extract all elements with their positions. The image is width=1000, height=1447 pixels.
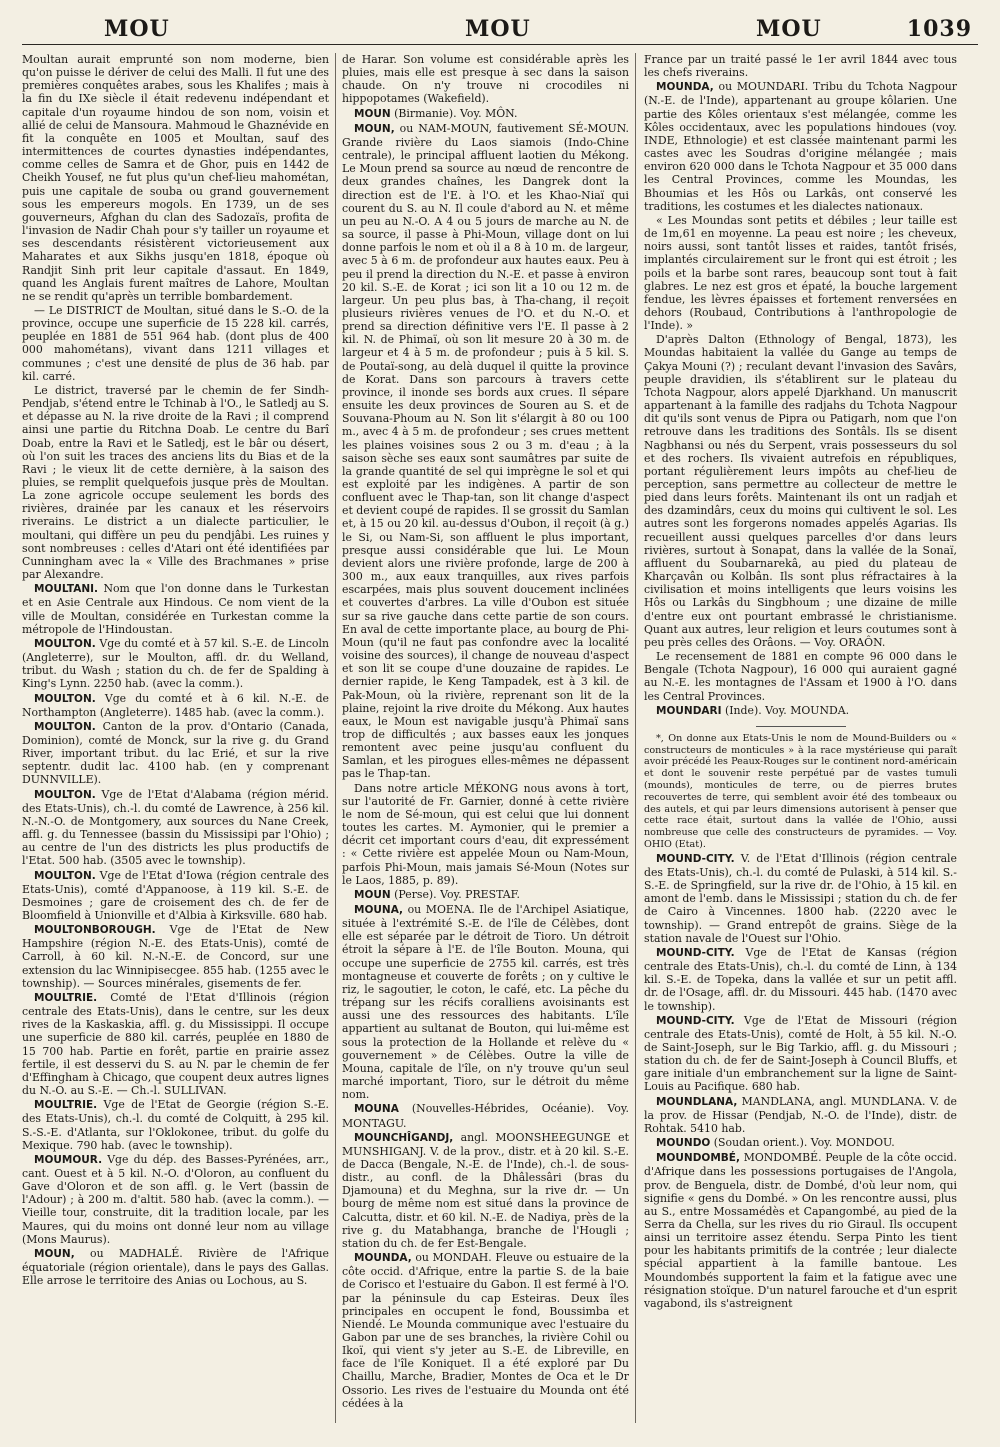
- dictionary-entry: [644, 333, 957, 649]
- entry-headword: MOULTRIE.: [34, 1099, 98, 1112]
- dictionary-entry: [22, 384, 329, 581]
- dictionary-entry: [644, 704, 957, 718]
- dictionary-entry: [22, 1098, 329, 1152]
- dictionary-entry: [644, 214, 957, 332]
- dictionary-entry: [22, 923, 329, 990]
- entry-headword: MOULTONBOROUGH.: [34, 924, 156, 937]
- dictionary-entry: [644, 650, 957, 703]
- entry-headword: MOUNDO: [656, 1137, 711, 1150]
- entry-headword: MOUN: [354, 107, 391, 120]
- dictionary-entry: [22, 720, 329, 787]
- entry-text: V. de l'Etat d'Illinois (région centrale des Etats-Unis), ch.-l. du comté de Pulaski, à 514 kil. S.-S.-E. de Springfield, sur la rive dr. de l'Ohio, à 15 kil. en amont de l'emb. dans le Mississipi ; station du ch. de fer de Cairo à Vincennes. 1800 hab. (2220 avec le township). — Grand entrepôt de grains. Siège de la station navale de l'Ouest sur l'Ohio.: [644, 851, 957, 945]
- entry-text: ou MONDAH. Fleuve ou estuaire de la côte occid. d'Afrique, entre la partie S. de la baie de Corisco et l'estuaire du Gabon. Il est fermé à l'O. par la péninsule du cap Esteiras. Deux îles principales en occupent le fond, Boussimba et Niendé. Le Mounda communique avec l'estuaire du Gabon par une de ses branches, la rivière Cohil ou Ikoï, qui vient s'y jeter au S.-E. de Libreville, en face de l'île Koniquet. Il a été exploré par Du Chaillu, Marche, Bradier, Montes de Oca et le Dr Ossorio. Les rives de l'estuaire du Mounda ont été cédées à la: [342, 1251, 629, 1410]
- entry-text: France par un traité passé le 1er avril 1844 avec tous les chefs riverains.: [644, 53, 957, 80]
- dictionary-entry: [644, 852, 957, 945]
- entry-text: (Birmanie). Voy. MÔN.: [390, 106, 518, 120]
- entry-text: de Harar. Son volume est considérable après les pluies, mais elle est presque à sec dans la saison chaude. On n'y trouve ni crocodiles ni hippopotames (Wakefield).: [342, 53, 629, 106]
- dictionary-entry: [342, 888, 629, 902]
- entry-text: MONDOMBÉ. Peuple de la côte occid. d'Afrique dans les possessions portugaises de l'Angola, prov. de Benguela, distr. de Dombé, d'où leur nom, qui signifie « gens du Dombé. » On les rencontre aussi, plus au S., entre Mossamédès et Capangombé, au pied de la Serra da Chella, sur les rives du rio Giraul. Ils occupent ainsi un territoire assez étendu. Serpa Pinto les tient pour les habitants primitifs de la contrée ; leur dialecte spécial appartient à la famille bantoue. Les Moundombés supportent la faim et la fatigue avec une résignation stoïque. D'un naturel farouche et d'un esprit vagabond, ils s'astreignent: [644, 1151, 957, 1310]
- entry-headword: MOUN: [354, 888, 391, 901]
- dictionary-entry: [644, 946, 957, 1013]
- entry-text: angl. MOONSHEEGUNGE et MUNSHIGANJ. V. de la prov., distr. et à 20 kil. S.-E. de Dacca (Bengale, N.-E. de l'Inde), ch.-l. de sous-distr., au confl. de la Dhâlessâri (bras du Djamouna) et du Meghna, sur la rive dr. — Un bourg de même nom est situé dans la province de Calcutta, distr. et 60 kil. N.-E. de Nadiya, près de la rive g. du Matabhanga, branche de l'Hougli ; station du ch. de fer Est-Bengale.: [342, 1130, 629, 1250]
- entry-text: (Perse). Voy. PRESTAF.: [390, 887, 520, 901]
- entry-headword: MOULTON.: [34, 637, 96, 650]
- entry-text: Vge de l'Etat de Georgie (région S.-E. des Etats-Unis), ch.-l. du comté de Colquitt, à 295 kil. S.-S.-E. d'Atlanta, sur l'Oklokonee, tribut. du golfe du Mexique. 790 hab. (avec le township).: [22, 1098, 329, 1152]
- entry-headword: MOUNDA,: [656, 81, 714, 94]
- entry-headword: MOUNA,: [354, 904, 403, 916]
- dictionary-entry: [342, 107, 629, 121]
- dictionary-entry: [22, 991, 329, 1097]
- entry-headword: MOULTRIE.: [34, 991, 98, 1004]
- entry-text: « Les Moundas sont petits et débiles ; leur taille est de 1m,61 en moyenne. La peau est noire ; les cheveux, noirs aussi, sont tantôt lisses et raides, tantôt frisés, implantés circulairement sur le front qui est étroit ; les poils et la barbe sont rares, beaucoup sont tout à fait glabres. Le nez est gros et épaté, la bouche largement fendue, les lèvres épaisses et fortement renversées en dehors (Roubaud, Contributions à l'anthropologie de l'Inde). »: [644, 213, 957, 333]
- entry-text: ou MADHALÉ. Rivière de l'Afrique équatoriale (région orientale), dans le pays des Gallas. Elle arrose le territoire des Anias ou Lochous, au S.: [22, 1246, 329, 1288]
- entry-text: (Nouvelles-Hébrides, Océanie). Voy. MONTAGU.: [342, 1102, 629, 1130]
- dictionary-entry: [22, 1247, 329, 1287]
- entry-headword: MOUND-CITY.: [656, 1014, 735, 1027]
- entry-headword: MOUNDLANA,: [656, 1095, 738, 1108]
- entry-headword: MOULTON.: [34, 720, 96, 733]
- entry-headword: MOUMOUR.: [34, 1153, 103, 1166]
- entry-headword: MOUNCHÎGANDJ,: [354, 1131, 454, 1144]
- entry-text: ou MOUNDARI. Tribu du Tchota Nagpour (N.-E. de l'Inde), appartenant au groupe kôlarien. Une partie des Kôles orientaux s'est mélangée, comme les Kôles occidentaux, avec les populations hindoues (voy. INDE, Ethnologie) et est classée maintenant parmi les castes avec les Soudras d'origine mélangée ; mais environ 620 000 dans le Tchota Nagpour et 35 000 dans les Central Provinces, comme les Moundas, les Bhoumias et les Hôs ou Larkâs, ont conservé les traditions, les costumes et les dialectes nationaux.: [644, 80, 957, 213]
- dictionary-entry: [342, 53, 629, 106]
- entry-text: Le district, traversé par le chemin de fer Sindh-Pendjab, s'étend entre le Tchinab à l'O., le Satledj au S. et dépasse au N. la rive droite de la Ravi ; il comprend ainsi une partie du Ritchna Doab. Le centre du Barî Doab, entre la Ravi et le Satledj, est le bâr ou désert, où l'on suit les traces des anciens lits du Bias et de la Ravi ; le vieux lit de cette dernière, à la saison des pluies, se remplit quelquefois jusque près de Moultan. La zone agricole occupe seulement les bords des rivières, drainée par les canaux et les réservoirs riverains. Le district a un dialecte particulier, le moultani, qui diffère un peu du pendjâbi. Les ruines y sont nombreuses : celles d'Atari ont été identifiées par Cunningham avec la « Ville des Brachmanes » prise par Alexandre.: [22, 383, 329, 582]
- entry-text: MANDLANA, angl. MUNDLANA. V. de la prov. de Hissar (Pendjab, N.-O. de l'Inde), distr. de Rohtak. 5410 hab.: [644, 1094, 957, 1135]
- dictionary-entry: [342, 1102, 629, 1129]
- page-number: 1039: [906, 16, 972, 42]
- dictionary-entry: [644, 1095, 957, 1135]
- entry-headword: MOULTON.: [34, 692, 96, 705]
- entry-text: Vge du comté et à 57 kil. S.-E. de Lincoln (Angleterre), sur le Moulton, affl. dr. du Welland, tribut. du Wash ; station du ch. de fer de Spalding à King's Lynn. 2250 hab. (avec la comm.).: [22, 636, 329, 691]
- dictionary-entry: [22, 788, 329, 868]
- dictionary-entry: [22, 869, 329, 923]
- text-columns: [22, 53, 978, 1423]
- entry-headword: MOULTON.: [34, 869, 96, 882]
- entry-text: Vge du dép. des Basses-Pyrénées, arr., cant. Ouest et à 5 kil. N.-O. d'Oloron, au confluent du Gave d'Oloron et de son affl. g. le Vert (bassin de l'Adour) ; à 200 m. d'altit. 580 hab. (avec la comm.). — Vieille tour, construite, dit la tradition locale, par les Maures, qui du moins ont donné leur nom au village (Mons Maurus).: [22, 1152, 329, 1246]
- entry-text: *, On donne aux Etats-Unis le nom de Mound-Builders ou « constructeurs de monticules » à la race mystérieuse qui paraît avoir précédé les Peaux-Rouges sur le continent nord-américain et dont le souvenir reste perpétué par de vastes tumuli (mounds), monticules de terre, ou de pierres brutes recouvertes de terre, qui semblent avoir été des tombeaux ou des autels, et qui par leurs dimensions autorisent à penser que cette race était, surtout dans la vallée de l'Ohio, aussi nombreuse que celle des constructeurs de pyramides. — Voy. OHIO (Etat).: [644, 732, 957, 850]
- dictionary-entry: [644, 1151, 957, 1310]
- dictionary-entry: [22, 637, 329, 691]
- dictionary-entry: [342, 782, 629, 887]
- entry-text: Vge de l'Etat d'Alabama (région mérid. des Etats-Unis), ch.-l. du comté de Lawrence, à 256 kil. N.-N.-O. de Montgomery, aux sources du Nane Creek, affl. g. du Tennessee (bassin du Mississipi par l'Ohio) ; au centre de l'un des districts les plus productifs de l'Etat. 500 hab. (3505 avec le township).: [22, 787, 329, 868]
- entry-headword: MOUN,: [354, 122, 395, 135]
- entry-text: Le recensement de 1881 en compte 96 000 dans le Bengale (Tchota Nagpour), 16 000 qui auraient gagné au N.-E. les montagnes de l'Assam et 1900 à l'O. dans les Central Provinces.: [644, 650, 957, 703]
- entry-text: Nom que l'on donne dans le Turkestan et en Asie Centrale aux Hindous. Ce nom vient de la ville de Moultan, considérée en Turkestan comme la métropole de l'Hindoustan.: [22, 582, 329, 636]
- entry-text: (Inde). Voy. MOUNDA.: [721, 703, 850, 717]
- dictionary-entry: [22, 53, 329, 303]
- dictionary-entry: [644, 1014, 957, 1094]
- entry-text: Comté de l'Etat d'Illinois (région centrale des Etats-Unis), dans le centre, sur les deux rives de la Kaskaskia, affl. g. du Mississippi. Il occupe une superficie de 880 kil. carrés, peuplée en 1880 de 15 700 hab. Partie en forêt, partie en prairie assez fertile, il est desservi du S. au N. par le chemin de fer d'Effingham à Chicago, que coupent deux autres lignes du N.-O. au S.-E. — Ch.-l. SULLIVAN.: [22, 990, 329, 1098]
- entry-text: (Soudan orient.). Voy. MONDOU.: [710, 1136, 895, 1150]
- entry-text: Dans notre article MÉKONG nous avons à tort, sur l'autorité de Fr. Garnier, donné à cette rivière le nom de Sé-moun, qui est celui que lui donnent toutes les cartes. M. Aymonier, qui le premier a décrit cet important cours d'eau, dit expressément : « Cette rivière est appelée Moun ou Nam-Moun, parfois Phi-Moun, mais jamais Sé-Moun (Notes sur le Laos, 1885, p. 89).: [342, 781, 629, 887]
- entry-text: — Le DISTRICT de Moultan, situé dans le S.-O. de la province, occupe une superficie de 15 228 kil. carrés, peuplée en 1881 de 551 964 hab. (dont plus de 400 000 mahométans), vivant dans 1211 villages et communes ; c'est une densité de plus de 36 hab. par kil. carré.: [22, 303, 329, 383]
- dictionary-entry: [22, 582, 329, 636]
- running-header: [22, 14, 978, 45]
- entry-text: Vge de l'Etat de New Hampshire (région N.-E. des Etats-Unis), comté de Carroll, à 60 kil. N.-N.-E. de Concord, sur une extension du lac Winnipisecgee. 855 hab. (1255 avec le township). — Sources minérales, gisements de fer.: [22, 923, 329, 990]
- dictionary-entry: [342, 903, 629, 1101]
- entry-headword: MOUND-CITY.: [656, 946, 735, 959]
- entry-headword: MOUNDOMBÉ,: [656, 1152, 740, 1165]
- header-left-guideword: MOU: [104, 16, 170, 42]
- entry-headword: MOULTON.: [34, 788, 96, 801]
- dictionary-entry: [342, 1251, 629, 1410]
- entry-headword: MOUND-CITY.: [656, 852, 735, 865]
- entry-text: Vge de l'Etat de Kansas (région centrale des Etats-Unis), ch.-l. du comté de Linn, à 134 kil. S.-E. de Topeka, dans la vallée et sur un petit affl. dr. de l'Osage, affl. dr. du Missouri. 445 hab. (1470 avec le township).: [644, 945, 957, 1013]
- entry-text: ou NAM-MOUN, fautivement SÉ-MOUN. Grande rivière du Laos siamois (Indo-Chine centrale), le principal affluent laotien du Mékong. Le Moun prend sa source au nœud de rencontre de deux grandes chaînes, les Dangrek dont la direction est de l'E. à l'O. et les Khao-Niaï qui courent du S. au N. Il coule d'abord au N. et même un peu au N.-O. A 4 ou 5 jours de marche au N. de sa source, il passe à Phi-Moun, village dont on lui donne parfois le nom et où il a 8 à 10 m. de largeur, avec 5 à 6 m. de profondeur aux hautes eaux. Peu à peu il prend la direction du N.-E. et passe à environ 20 kil. S.-E. de Korat ; ici son lit a 10 ou 12 m. de largeur. Un peu plus bas, à Tha-chang, il reçoit plusieurs rivières venues de l'O. et du N.-O. et prend sa direction définitive vers l'E. Il passe à 2 kil. N. de Phimaï, où son lit mesure 20 à 30 m. de largeur et 4 à 5 m. de profondeur ; puis à 5 kil. S. de Poutaï-song, au delà duquel il quitte la province de Korat. Dans son parcours à travers cette province, il inonde ses bords aux crues. Il sépare ensuite les deux provinces de Souren au S. et de Souvana-Phoum au N. Son lit s'élargit à 80 ou 100 m., avec 4 à 5 m. de profondeur ; ses crues mettent les plaines voisines sous 2 ou 3 m. d'eau ; à la saison sèche ses eaux sont saumâtres par suite de la grande quantité de sel qui imprègne le sol et qui est exploité par les indigènes. A partir de son confluent avec le Thap-tan, son lit change d'aspect et devient coupé de rapides. Il se grossit du Samlan et, à 15 ou 20 kil. au-dessus d'Oubon, il reçoit (à g.) le Si, ou Nam-Si, son affluent le plus important, presque aussi considérable que lui. Le Moun devient alors une rivière profonde, large de 200 à 300 m., aux eaux tranquilles, aux rives parfois escarpées, mais plus souvent doucement inclinées et couvertes d'arbres. La ville d'Oubon est située sur sa rive gauche dans cette partie de son cours. En aval de cette importante place, au bourg de Phi-Moun (qu'il ne faut pas confondre avec la localité voisine des sources), il change de nouveau d'aspect et son lit se coupe d'une douzaine de rapides. Le dernier rapide, le Keng Tampadek, est à 3 kil. de Pak-Moun, où la rivière, reprenant son lit de la plaine, rejoint la rive droite du Mékong. Aux hautes eaux, le Moun est navigable jusqu'à Phimaï sans trop de difficultés ; aux basses eaux les jonques remontent avec peine jusqu'au confluent du Samlan, et les pirogues elles-mêmes ne dépassent pas le Thap-tan.: [342, 121, 629, 781]
- header-center-guideword: MOU: [465, 16, 531, 42]
- entry-text: Vge de l'Etat d'Iowa (région centrale des Etats-Unis), comté d'Appanoose, à 119 kil. S.-E. de Desmoines ; gare de croisement des ch. de fer de Bloomfield à Unionville et d'Albia à Kirksville. 680 hab.: [22, 868, 329, 922]
- dictionary-entry: [644, 80, 957, 213]
- entry-text: ou MOENA. Ile de l'Archipel Asiatique, située à l'extrémité S.-E. de l'île de Célèbes, dont elle est séparée par le détroit de Tioro. Un détroit étroit la sépare à l'E. de l'île Bouton. Mouna, qui occupe une superficie de 2755 kil. carrés, est très montagneuse et couverte de forêts ; on y cultive le riz, le sagoutier, le coton, le café, etc. La pêche du trépang sur les récifs coralliens avoisinants est aussi une des ressources des habitants. L'île appartient au sultanat de Bouton, qui lui-même est sous la protection de la Hollande et relève du « gouvernement » de Célèbes. Outre la ville de Mouna, capitale de l'île, on n'y trouve qu'un seul marché important, Tioro, sur le détroit du même nom.: [342, 903, 629, 1102]
- dictionary-entry: [342, 122, 629, 781]
- separator-rule: [756, 726, 846, 727]
- dictionary-entry: [22, 304, 329, 383]
- dictionary-entry: [644, 53, 957, 79]
- dictionary-entry: [644, 733, 957, 851]
- entry-text: D'après Dalton (Ethnology of Bengal, 1873), les Moundas habitaient la vallée du Gange au temps de Çakya Mouni (?) ; reculant devant l'invasion des Savârs, peuple dravidien, ils s'établirent sur le plateau du Tchota Nagpour, alors appelé Djarkhand. Un manuscrit appartenant à la famille des radjahs du Tchota Nagpour dit qu'ils sont venus de Pipra ou Patigarh, nom que l'on retrouve dans les traditions des Sontâls. Ils se disent Nagbhansi ou nés du Serpent, vrais possesseurs du sol et des rochers. Ils vivaient autrefois en républiques, portant régulièrement leurs impôts au chef-lieu de perception, sans permettre au collecteur de mettre le pied dans leurs forêts. Maintenant ils ont un radjah et des dzamindârs, ceux du moins qui cultivent le sol. Les autres sont les forgerons nomades appelés Agarias. Ils recueillent aussi quelques parcelles d'or dans leurs rivières, surtout à Sonapat, dans la vallée de la Sonaï, affluent du Soubarnarekâ, au pied du plateau de Kharçavân ou Kolbân. Ils sont plus réfractaires à la civilisation et moins intelligents que leurs voisins les Hôs ou Larkâs du Singbhoum ; une dizaine de mille d'entre eux ont pourtant embrassé le christianisme. Quant aux autres, leur religion et leurs coutumes sont à peu près celles des Orâons. — Voy. ORAÔN.: [644, 333, 957, 649]
- dictionary-entry: [22, 692, 329, 719]
- entry-headword: MOULTANI.: [34, 583, 99, 596]
- header-right-guideword: MOU: [756, 16, 822, 42]
- entry-headword: MOUNDARI: [656, 704, 722, 717]
- entry-text: Vge de l'Etat de Missouri (région centrale des Etats-Unis), comté de Holt, à 55 kil. N.-O. de Saint-Joseph, sur le Big Tarkio, affl. g. du Missouri ; station du ch. de fer de Saint-Joseph à Council Bluffs, et gare initiale d'un embranchement sur la ligne de Saint-Louis au Pacifique. 680 hab.: [644, 1013, 957, 1094]
- entry-headword: MOUNDA,: [354, 1252, 412, 1265]
- column-1: [22, 53, 335, 1423]
- entry-text: Canton de la prov. d'Ontario (Canada, Dominion), comté de Monck, sur la rive g. du Grand River, important tribut. du lac Erié, et sur la rive septentr. dudit lac. 4100 hab. (en y comprenant DUNNVILLE).: [22, 719, 329, 787]
- entry-headword: MOUN,: [34, 1247, 75, 1260]
- dictionary-entry: [342, 1131, 629, 1250]
- column-2: [335, 53, 635, 1423]
- dictionary-entry: [644, 1136, 957, 1150]
- entry-text: Moultan aurait emprunté son nom moderne, bien qu'on puisse le dériver de celui des Malli. Il fut une des premières conquêtes arabes, sous les Khalifes ; mais à la fin du IXe siècle il était redevenu indépendant et capitale d'un royaume hindou de son nom, voisin et allié de celui de Mansoura. Mahmoud le Ghaznévide en fit la conquête en 1005 et Moultan, sauf des intermittences de courtes dynasties indépendantes, comme celles de Samra et de Ghor, puis en 1442 de Cheikh Yousef, ne fut plus qu'un chef-lieu mahométan, puis une capitale de souba ou grand gouvernement sous les empereurs mogols. En 1739, un de ses gouverneurs, Afghan du clan des Sadozaïs, profita de l'invasion de Nadir Chah pour s'y tailler un royaume et ses descendants résistèrent victorieusement aux Maharates et aux Sikhs jusqu'en 1818, époque où Randjit Sinh prit leur capitale d'assaut. En 1849, quand les Anglais furent maîtres de Lahore, Moultan ne se rendit qu'après un terrible bombardement.: [22, 53, 329, 303]
- column-3: [635, 53, 957, 1423]
- entry-text: Vge du comté et à 6 kil. N.-E. de Northampton (Angleterre). 1485 hab. (avec la comm.).: [22, 691, 329, 719]
- entry-headword: MOUNA: [354, 1103, 399, 1116]
- dictionary-entry: [22, 1153, 329, 1246]
